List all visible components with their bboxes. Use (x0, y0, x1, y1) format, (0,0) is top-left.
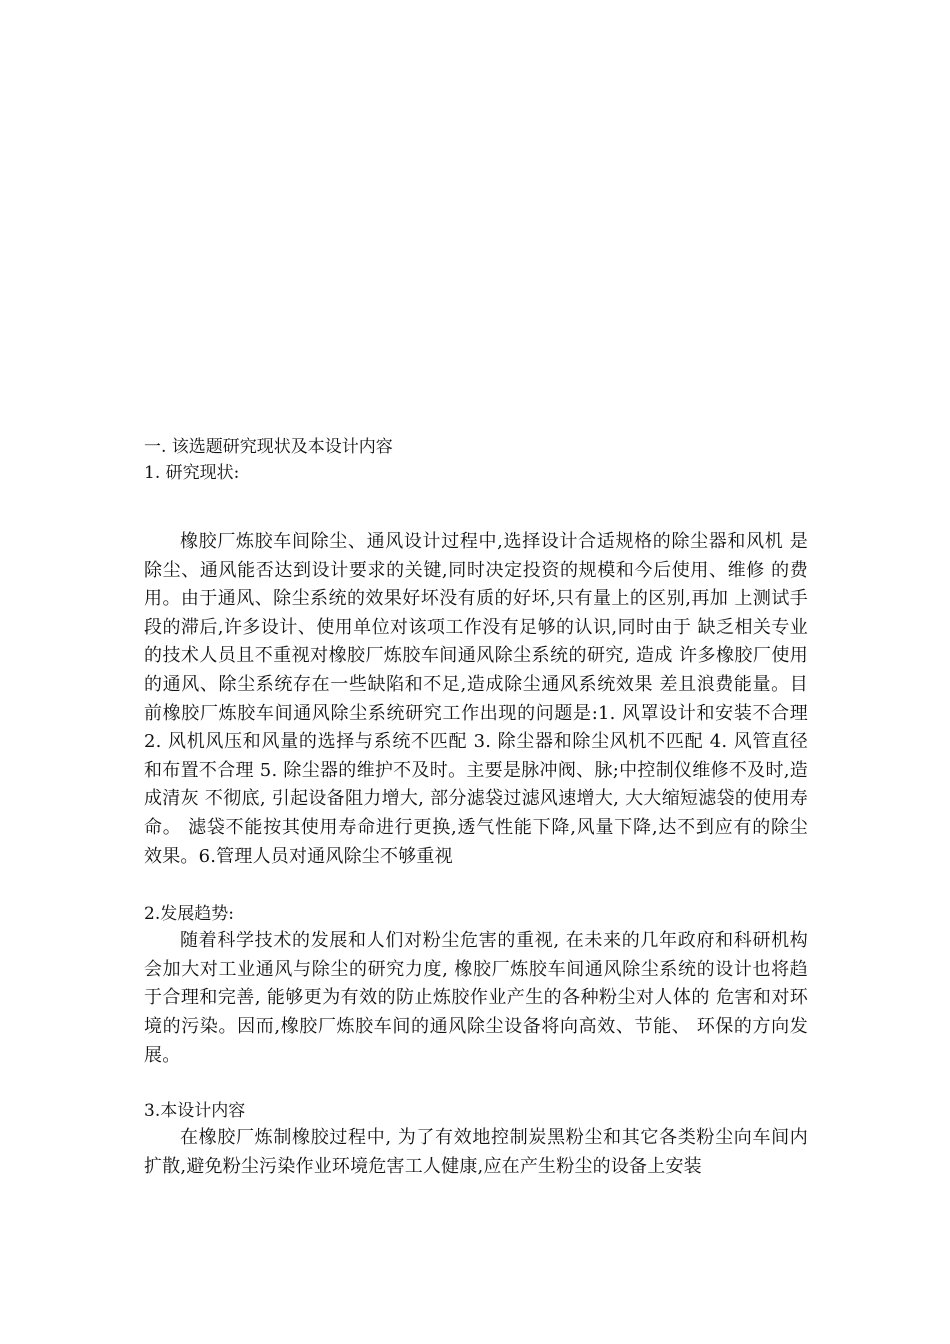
section-1-heading: 1. 研究现状: (144, 463, 240, 483)
section-3-heading: 3.本设计内容 (144, 1101, 246, 1122)
spacer (144, 1070, 808, 1098)
spacer (144, 871, 808, 901)
main-heading: 一. 该选题研究现状及本设计内容 (144, 437, 393, 457)
section-2-heading: 2.发展趋势: (144, 904, 234, 925)
document-body (144, 434, 808, 1181)
spacer (144, 486, 808, 528)
section-1-paragraph: 橡胶厂炼胶车间除尘、通风设计过程中,选择设计合适规格的除尘器和风机 是除尘、通风能否达到设计要求的关键,同时决定投资的规模和今后使用、维修 的费用。由于通风、除尘系统的效果好坏没有质的好坏,只有量上的区别,再加 上测试手段的滞后,许多设计、使用单位对该项工作没有足够的认识,同时由于 缺乏相关专业的技术人员且不重视对橡胶厂炼胶车间通风除尘系统的研究, 造成 许多橡胶厂使用的通风、除尘系统存在一些缺陷和不足,造成除尘通风系统效果 差且浪费能量。目前橡胶厂炼胶车间通风除尘系统研究工作出现的问题是:1. 风罩设计和安装不合理 2. 风机风压和风量的选择与系统不匹配 3. 除尘器和除尘风机不匹配 4. 风管直径和布置不合理 5. 除尘器的维护不及时。主要是脉冲阀、脉;中控制仪维修不及时,造成清灰 不彻底, 引起设备阻力增大, 部分滤袋过滤风速增大, 大大缩短滤袋的使用寿命。 滤袋不能按其使用寿命进行更换,透气性能下降,风量下降,达不到应有的除尘 效果。6.管理人员对通风除尘不够重视 (144, 531, 808, 867)
section-3-paragraph: 在橡胶厂炼制橡胶过程中, 为了有效地控制炭黑粉尘和其它各类粉尘向车间内扩散,避免粉尘污染作业环境危害工人健康,应在产生粉尘的设备上安装 (144, 1127, 808, 1177)
section-2-paragraph: 随着科学技术的发展和人们对粉尘危害的重视, 在未来的几年政府和科研机构会加大对工业通风与除尘的研究力度, 橡胶厂炼胶车间通风除尘系统的设计也将趋于合理和完善, 能够更为有效的防止炼胶作业产生的各种粉尘对人体的 危害和对环境的污染。因而,橡胶厂炼胶车间的通风除尘设备将向高效、节能、 环保的方向发展。 (144, 930, 808, 1066)
